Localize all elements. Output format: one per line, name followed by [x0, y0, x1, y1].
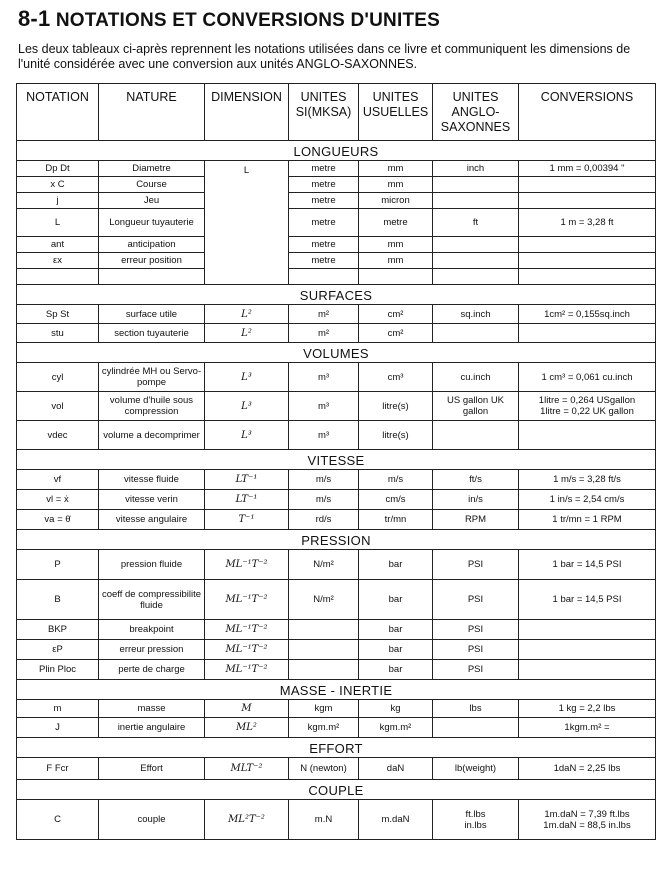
table-row: [17, 363, 656, 392]
table-row: [17, 253, 656, 269]
cell-unit-usuelle: metre: [359, 209, 433, 237]
section-row: [17, 780, 656, 800]
cell-unit-anglo: PSI: [433, 640, 519, 660]
col-header-si: UNITES SI(MKSA): [289, 84, 359, 141]
cell-nature: breakpoint: [99, 620, 205, 640]
cell-unit-anglo: inch: [433, 161, 519, 177]
cell-unit-anglo: [433, 324, 519, 343]
cell-unit-usuelle: daN: [359, 758, 433, 780]
table-row: [17, 660, 656, 680]
cell-nature: [99, 269, 205, 285]
section-row: [17, 738, 656, 758]
cell-dimension: ML⁻¹T⁻²: [205, 620, 289, 640]
cell-conversion: [519, 237, 656, 253]
section-title: EFFORT: [17, 738, 656, 758]
cell-conversion: [519, 620, 656, 640]
cell-notation: stu: [17, 324, 99, 343]
section-title: VITESSE: [17, 450, 656, 470]
cell-notation: vl = ẋ: [17, 490, 99, 510]
cell-unit-usuelle: kg: [359, 700, 433, 718]
cell-notation: vol: [17, 392, 99, 421]
table-row: [17, 161, 656, 177]
cell-conversion: 1 m/s = 3,28 ft/s: [519, 470, 656, 490]
cell-notation: εP: [17, 640, 99, 660]
cell-notation: C: [17, 800, 99, 840]
cell-unit-si: m²: [289, 305, 359, 324]
cell-unit-usuelle: tr/mn: [359, 510, 433, 530]
cell-unit-usuelle: mm: [359, 161, 433, 177]
section-row: [17, 530, 656, 550]
cell-conversion: 1kgm.m² =: [519, 718, 656, 738]
section-title: SURFACES: [17, 285, 656, 305]
table-row: [17, 470, 656, 490]
cell-unit-usuelle: m.daN: [359, 800, 433, 840]
cell-nature: Longueur tuyauterie: [99, 209, 205, 237]
cell-notation: [17, 269, 99, 285]
cell-unit-anglo: lb(weight): [433, 758, 519, 780]
cell-notation: J: [17, 718, 99, 738]
cell-unit-si: m³: [289, 421, 359, 450]
cell-unit-anglo: [433, 421, 519, 450]
cell-nature: perte de charge: [99, 660, 205, 680]
cell-unit-usuelle: cm/s: [359, 490, 433, 510]
cell-dimension: ML⁻¹T⁻²: [205, 580, 289, 620]
cell-conversion: [519, 421, 656, 450]
cell-nature: vitesse angulaire: [99, 510, 205, 530]
cell-unit-anglo: ft: [433, 209, 519, 237]
section-title: VOLUMES: [17, 343, 656, 363]
cell-notation: BKP: [17, 620, 99, 640]
cell-unit-usuelle: kgm.m²: [359, 718, 433, 738]
cell-nature: vitesse verin: [99, 490, 205, 510]
cell-notation: P: [17, 550, 99, 580]
cell-nature: erreur pression: [99, 640, 205, 660]
section-row: [17, 141, 656, 161]
cell-unit-anglo: PSI: [433, 620, 519, 640]
cell-unit-anglo: RPM: [433, 510, 519, 530]
cell-dimension: T⁻¹: [205, 510, 289, 530]
section-title: LONGUEURS: [17, 141, 656, 161]
cell-unit-anglo: [433, 177, 519, 193]
cell-conversion: [519, 640, 656, 660]
cell-notation: Dp Dt: [17, 161, 99, 177]
cell-notation: x C: [17, 177, 99, 193]
table-header-row: [17, 84, 656, 141]
cell-unit-usuelle: m/s: [359, 470, 433, 490]
section-row: [17, 343, 656, 363]
units-table: [16, 83, 656, 840]
cell-conversion: 1 tr/mn = 1 RPM: [519, 510, 656, 530]
cell-conversion: [519, 660, 656, 680]
cell-unit-si: m³: [289, 363, 359, 392]
table-row: [17, 700, 656, 718]
cell-notation: εx: [17, 253, 99, 269]
cell-unit-si: metre: [289, 209, 359, 237]
section-title: NOTATIONS ET CONVERSIONS D'UNITES: [55, 10, 440, 31]
cell-conversion: 1daN = 2,25 lbs: [519, 758, 656, 780]
cell-unit-si: m³: [289, 392, 359, 421]
cell-dimension: MLT⁻²: [205, 758, 289, 780]
cell-unit-anglo: PSI: [433, 550, 519, 580]
cell-notation: B: [17, 580, 99, 620]
cell-unit-anglo: PSI: [433, 580, 519, 620]
cell-unit-usuelle: bar: [359, 620, 433, 640]
col-header-conversions: CONVERSIONS: [519, 84, 656, 141]
cell-notation: L: [17, 209, 99, 237]
cell-nature: masse: [99, 700, 205, 718]
cell-nature: Course: [99, 177, 205, 193]
table-row: [17, 324, 656, 343]
cell-unit-usuelle: mm: [359, 237, 433, 253]
cell-dimension: L: [205, 161, 289, 285]
cell-unit-anglo: ft.lbs in.lbs: [433, 800, 519, 840]
col-header-dimension: DIMENSION: [205, 84, 289, 141]
cell-notation: vdec: [17, 421, 99, 450]
table-row: [17, 209, 656, 237]
cell-unit-anglo: lbs: [433, 700, 519, 718]
cell-nature: volume a decomprimer: [99, 421, 205, 450]
table-row: [17, 620, 656, 640]
table-row: [17, 640, 656, 660]
section-title: PRESSION: [17, 530, 656, 550]
section-row: [17, 285, 656, 305]
table-body: [17, 141, 656, 840]
cell-unit-si: kgm: [289, 700, 359, 718]
cell-nature: inertie angulaire: [99, 718, 205, 738]
cell-conversion: 1litre = 0,264 USgallon 1litre = 0,22 UK gallon: [519, 392, 656, 421]
cell-unit-si: N (newton): [289, 758, 359, 780]
cell-unit-si: m/s: [289, 470, 359, 490]
cell-dimension: LT⁻¹: [205, 490, 289, 510]
cell-conversion: 1 cm³ = 0,061 cu.inch: [519, 363, 656, 392]
cell-unit-si: kgm.m²: [289, 718, 359, 738]
cell-nature: volume d'huile sous compression: [99, 392, 205, 421]
cell-nature: Effort: [99, 758, 205, 780]
cell-unit-anglo: [433, 253, 519, 269]
cell-unit-si: [289, 660, 359, 680]
cell-unit-anglo: US gallon UK gallon: [433, 392, 519, 421]
cell-conversion: [519, 253, 656, 269]
table-row: [17, 718, 656, 738]
cell-unit-si: N/m²: [289, 550, 359, 580]
intro-paragraph: Les deux tableaux ci-après reprennent les notations utilisées dans ce livre et communiquent les dimensions de l'unité considérée avec une conversion aux unités ANGLO-SAXONNES.: [18, 42, 631, 71]
cell-unit-usuelle: bar: [359, 640, 433, 660]
table-row: [17, 177, 656, 193]
cell-nature: Jeu: [99, 193, 205, 209]
cell-notation: j: [17, 193, 99, 209]
cell-unit-anglo: sq.inch: [433, 305, 519, 324]
cell-nature: coeff de compressibilite fluide: [99, 580, 205, 620]
cell-conversion: [519, 324, 656, 343]
cell-unit-si: [289, 640, 359, 660]
table-row: [17, 758, 656, 780]
cell-conversion: 1 kg = 2,2 lbs: [519, 700, 656, 718]
cell-unit-usuelle: mm: [359, 253, 433, 269]
cell-nature: pression fluide: [99, 550, 205, 580]
cell-unit-usuelle: cm³: [359, 363, 433, 392]
cell-unit-anglo: PSI: [433, 660, 519, 680]
cell-unit-si: N/m²: [289, 580, 359, 620]
cell-nature: couple: [99, 800, 205, 840]
table-row: [17, 580, 656, 620]
cell-unit-usuelle: litre(s): [359, 392, 433, 421]
cell-notation: va = θ̇: [17, 510, 99, 530]
table-row: [17, 193, 656, 209]
cell-unit-usuelle: [359, 269, 433, 285]
cell-notation: Plin Ploc: [17, 660, 99, 680]
cell-unit-anglo: [433, 718, 519, 738]
cell-dimension: M: [205, 700, 289, 718]
cell-nature: vitesse fluide: [99, 470, 205, 490]
table-row: [17, 237, 656, 253]
cell-unit-usuelle: cm²: [359, 324, 433, 343]
cell-dimension: ML²: [205, 718, 289, 738]
cell-dimension: ML²T⁻²: [205, 800, 289, 840]
cell-unit-si: [289, 620, 359, 640]
cell-dimension: LT⁻¹: [205, 470, 289, 490]
table-row: [17, 305, 656, 324]
cell-conversion: 1 in/s = 2,54 cm/s: [519, 490, 656, 510]
cell-conversion: 1m.daN = 7,39 ft.lbs 1m.daN = 88,5 in.lbs: [519, 800, 656, 840]
table-row: [17, 550, 656, 580]
cell-unit-si: metre: [289, 237, 359, 253]
col-header-nature: NATURE: [99, 84, 205, 141]
cell-notation: m: [17, 700, 99, 718]
cell-unit-anglo: cu.inch: [433, 363, 519, 392]
cell-dimension: L²: [205, 324, 289, 343]
cell-unit-si: rd/s: [289, 510, 359, 530]
cell-nature: surface utile: [99, 305, 205, 324]
cell-dimension: L³: [205, 392, 289, 421]
cell-conversion: [519, 177, 656, 193]
cell-unit-usuelle: micron: [359, 193, 433, 209]
table-row: [17, 490, 656, 510]
cell-conversion: 1cm² = 0,155sq.inch: [519, 305, 656, 324]
cell-unit-si: m.N: [289, 800, 359, 840]
section-heading: [18, 6, 658, 32]
table-row: [17, 421, 656, 450]
cell-unit-anglo: [433, 193, 519, 209]
cell-unit-si: metre: [289, 177, 359, 193]
col-header-anglo: UNITES ANGLO-SAXONNES: [433, 84, 519, 141]
cell-unit-usuelle: litre(s): [359, 421, 433, 450]
cell-nature: erreur position: [99, 253, 205, 269]
cell-unit-anglo: ft/s: [433, 470, 519, 490]
section-row: [17, 450, 656, 470]
cell-dimension: L³: [205, 421, 289, 450]
cell-conversion: 1 mm = 0,00394 ": [519, 161, 656, 177]
cell-unit-si: [289, 269, 359, 285]
cell-conversion: [519, 193, 656, 209]
cell-nature: Diametre: [99, 161, 205, 177]
cell-unit-usuelle: cm²: [359, 305, 433, 324]
cell-unit-si: metre: [289, 193, 359, 209]
cell-dimension: ML⁻¹T⁻²: [205, 660, 289, 680]
cell-nature: cylindrée MH ou Servo-pompe: [99, 363, 205, 392]
cell-unit-anglo: [433, 237, 519, 253]
section-title: MASSE - INERTIE: [17, 680, 656, 700]
cell-notation: Sp St: [17, 305, 99, 324]
cell-unit-si: metre: [289, 161, 359, 177]
cell-nature: section tuyauterie: [99, 324, 205, 343]
cell-unit-si: m²: [289, 324, 359, 343]
section-row: [17, 680, 656, 700]
cell-notation: vf: [17, 470, 99, 490]
cell-unit-usuelle: bar: [359, 660, 433, 680]
cell-dimension: ML⁻¹T⁻²: [205, 550, 289, 580]
cell-notation: ant: [17, 237, 99, 253]
cell-conversion: 1 bar = 14,5 PSI: [519, 580, 656, 620]
cell-conversion: 1 bar = 14,5 PSI: [519, 550, 656, 580]
cell-notation: cyl: [17, 363, 99, 392]
section-title: COUPLE: [17, 780, 656, 800]
cell-unit-anglo: in/s: [433, 490, 519, 510]
cell-conversion: [519, 269, 656, 285]
cell-dimension: ML⁻¹T⁻²: [205, 640, 289, 660]
table-row: [17, 800, 656, 840]
cell-unit-si: m/s: [289, 490, 359, 510]
cell-notation: F Fcr: [17, 758, 99, 780]
col-header-usuelles: UNITES USUELLES: [359, 84, 433, 141]
cell-unit-usuelle: bar: [359, 550, 433, 580]
table-row: [17, 269, 656, 285]
cell-dimension: L²: [205, 305, 289, 324]
col-header-notation: NOTATION: [17, 84, 99, 141]
cell-unit-anglo: [433, 269, 519, 285]
cell-nature: anticipation: [99, 237, 205, 253]
section-number: 8-1: [18, 6, 51, 31]
cell-unit-usuelle: bar: [359, 580, 433, 620]
page-header: [18, 6, 658, 72]
cell-unit-si: metre: [289, 253, 359, 269]
table-row: [17, 510, 656, 530]
table-row: [17, 392, 656, 421]
cell-unit-usuelle: mm: [359, 177, 433, 193]
cell-dimension: L³: [205, 363, 289, 392]
cell-conversion: 1 m = 3,28 ft: [519, 209, 656, 237]
